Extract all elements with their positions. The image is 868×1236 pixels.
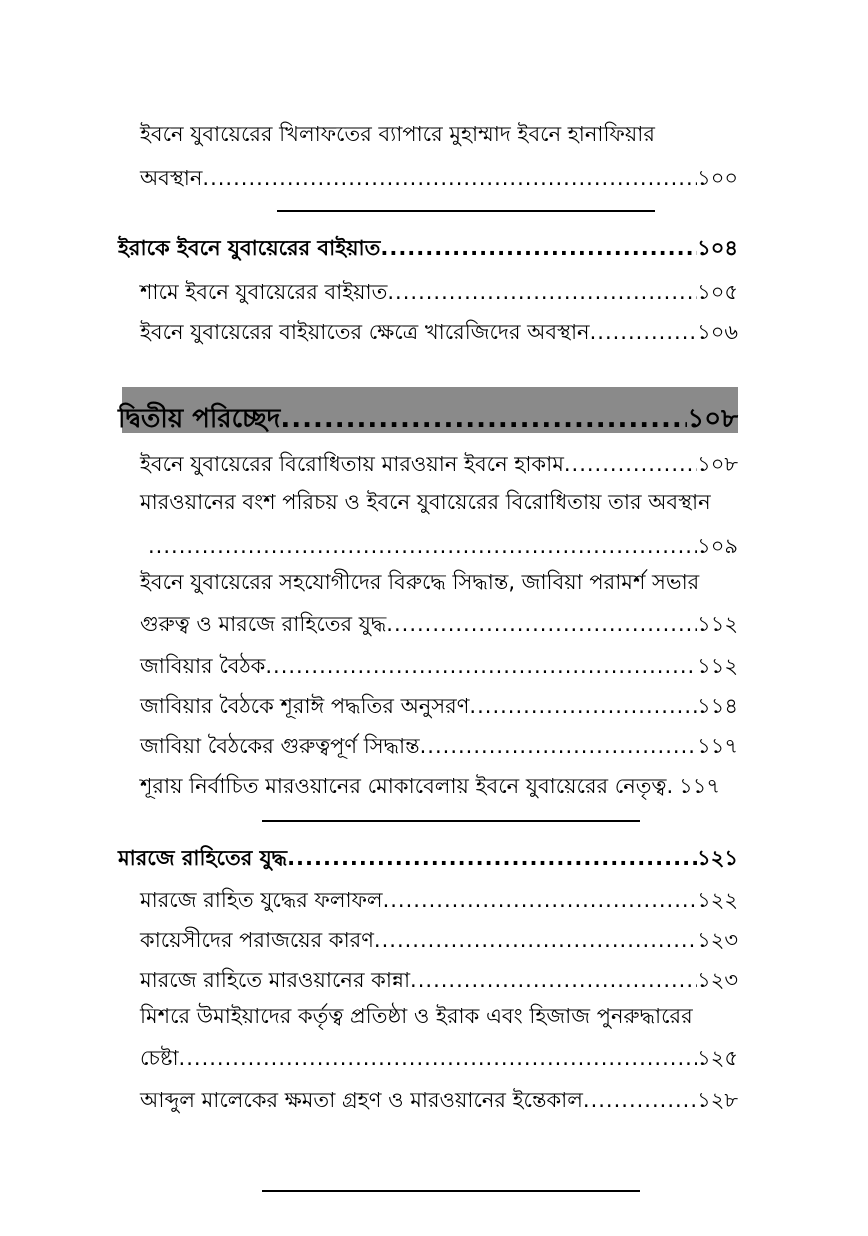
- toc-entry[interactable]: [140, 276, 738, 306]
- toc-entry-title: আব্দুল মালেকের ক্ষমতা গ্রহণ ও মারওয়ানের ইন্তেকাল: [140, 1088, 583, 1112]
- dot-leader: [590, 320, 697, 344]
- toc-entry-title: কায়েসীদের পরাজয়ের কারণ: [140, 928, 374, 952]
- toc-page-number: ১১৭: [679, 774, 721, 798]
- toc-entry[interactable]: [140, 730, 738, 760]
- toc-entry-title: জাবিয়ার বৈঠক: [140, 654, 266, 678]
- toc-page-number: ১০৮: [697, 452, 738, 476]
- toc-page-number: ১০৯: [697, 534, 738, 558]
- toc-page-number: ১০৪: [697, 236, 738, 260]
- section-divider: [262, 1190, 640, 1192]
- toc-entry[interactable]: [140, 964, 738, 994]
- toc-page-number: ১০০: [697, 166, 738, 190]
- toc-entry-line: মারওয়ানের বংশ পরিচয় ও ইবনে যুবায়েরের বিরোধিতায় তার অবস্থান: [140, 490, 711, 514]
- section-divider: [277, 210, 655, 212]
- toc-entry[interactable]: [148, 530, 738, 560]
- dot-leader: [410, 968, 697, 992]
- toc-page-number: ১১২: [697, 612, 738, 636]
- toc-entry-title: গুরুত্ব ও মারজে রাহিতের যুদ্ধ: [140, 612, 387, 636]
- dot-leader: [265, 654, 697, 678]
- toc-entry-line: মিশরে উমাইয়াদের কর্তৃত্ব প্রতিষ্ঠা ও ইরাক এবং হিজাজ পুনরুদ্ধারের: [140, 1004, 693, 1028]
- toc-entry-title: জাবিয়ার বৈঠকে শূরাঈ পদ্ধতির অনুসরণ: [140, 694, 470, 718]
- dot-leader: [380, 236, 697, 260]
- toc-entry-title: মারজে রাহিত যুদ্ধের ফলাফল: [140, 888, 383, 912]
- toc-page-number: ১১৭: [697, 734, 738, 758]
- toc-page-number: ১২৮: [697, 1088, 738, 1112]
- toc-entry-title: ইবনে যুবায়েরের বিরোধিতায় মারওয়ান ইবনে হাকাম: [140, 452, 564, 476]
- toc-entry-title: ইবনে যুবায়েরের বাইয়াতের ক্ষেত্রে খারেজিদের অবস্থান: [140, 320, 590, 344]
- toc-entry-title: দ্বিতীয় পরিচ্ছেদ: [118, 404, 281, 434]
- dot-leader: [420, 734, 697, 758]
- toc-page-number: ১২৫: [697, 1046, 738, 1070]
- dot-leader: [564, 452, 697, 476]
- toc-page-number: ১২৩: [697, 928, 738, 952]
- section-divider: [262, 820, 640, 822]
- dot-leader: [383, 888, 698, 912]
- dot-leader: [148, 534, 697, 558]
- toc-entry[interactable]: [140, 770, 738, 800]
- toc-entry-title: চেষ্টা: [140, 1046, 179, 1070]
- toc-page-number: ১২২: [697, 888, 738, 912]
- toc-entry[interactable]: [140, 884, 738, 914]
- toc-entry-line: ইবনে যুবায়েরের সহযোগীদের বিরুদ্ধে সিদ্ধান্ত, জাবিয়া পরামর্শ সভার: [140, 570, 700, 594]
- toc-entry[interactable]: [140, 690, 738, 720]
- toc-page-number: ১২১: [697, 846, 738, 870]
- toc-entry[interactable]: [140, 448, 738, 478]
- dot-leader: [387, 280, 697, 304]
- toc-entry[interactable]: [140, 608, 738, 638]
- dot-leader: [583, 1088, 697, 1112]
- toc-entry-title: শূরায় নির্বাচিত মারওয়ানের মোকাবেলায় ইবনে যুবায়েরের নেতৃত্ব.: [140, 774, 674, 798]
- toc-entry[interactable]: [140, 924, 738, 954]
- toc-entry[interactable]: [140, 1042, 738, 1072]
- toc-entry[interactable]: [140, 1084, 738, 1114]
- toc-entry-title: মারজে রাহিতের যুদ্ধ: [118, 846, 288, 870]
- toc-entry-line: ইবনে যুবায়েরের খিলাফতের ব্যাপারে মুহাম্মাদ ইবনে হানাফিয়ার: [140, 122, 655, 146]
- toc-page-number: ১০৬: [697, 320, 738, 344]
- toc-entry-title: জাবিয়া বৈঠকের গুরুত্বপূর্ণ সিদ্ধান্ত: [140, 734, 420, 758]
- dot-leader: [386, 612, 697, 636]
- dot-leader: [469, 694, 697, 718]
- toc-entry[interactable]: [140, 162, 738, 192]
- dot-leader: [280, 404, 687, 434]
- toc-entry-title: মারজে রাহিতে মারওয়ানের কান্না: [140, 968, 411, 992]
- dot-leader: [287, 846, 697, 870]
- dot-leader: [179, 1046, 698, 1070]
- toc-page-number: ১০৮: [687, 404, 738, 434]
- toc-page-number: ১২৩: [697, 968, 738, 992]
- toc-chapter-heading[interactable]: [118, 398, 738, 432]
- toc-entry[interactable]: [140, 316, 738, 346]
- toc-entry-title: ইরাকে ইবনে যুবায়েরের বাইয়াত: [118, 236, 381, 260]
- toc-section-heading[interactable]: [118, 232, 738, 262]
- toc-page-number: ১০৫: [697, 280, 738, 304]
- toc-page-number: ১১৪: [697, 694, 738, 718]
- dot-leader: [374, 928, 697, 952]
- toc-entry-title: অবস্থান: [140, 166, 203, 190]
- dot-leader: [202, 166, 697, 190]
- toc-page-number: ১১২: [697, 654, 738, 678]
- toc-entry[interactable]: [140, 650, 738, 680]
- toc-entry-title: শামে ইবনে যুবায়েরের বাইয়াত: [140, 280, 388, 304]
- toc-section-heading[interactable]: [118, 842, 738, 872]
